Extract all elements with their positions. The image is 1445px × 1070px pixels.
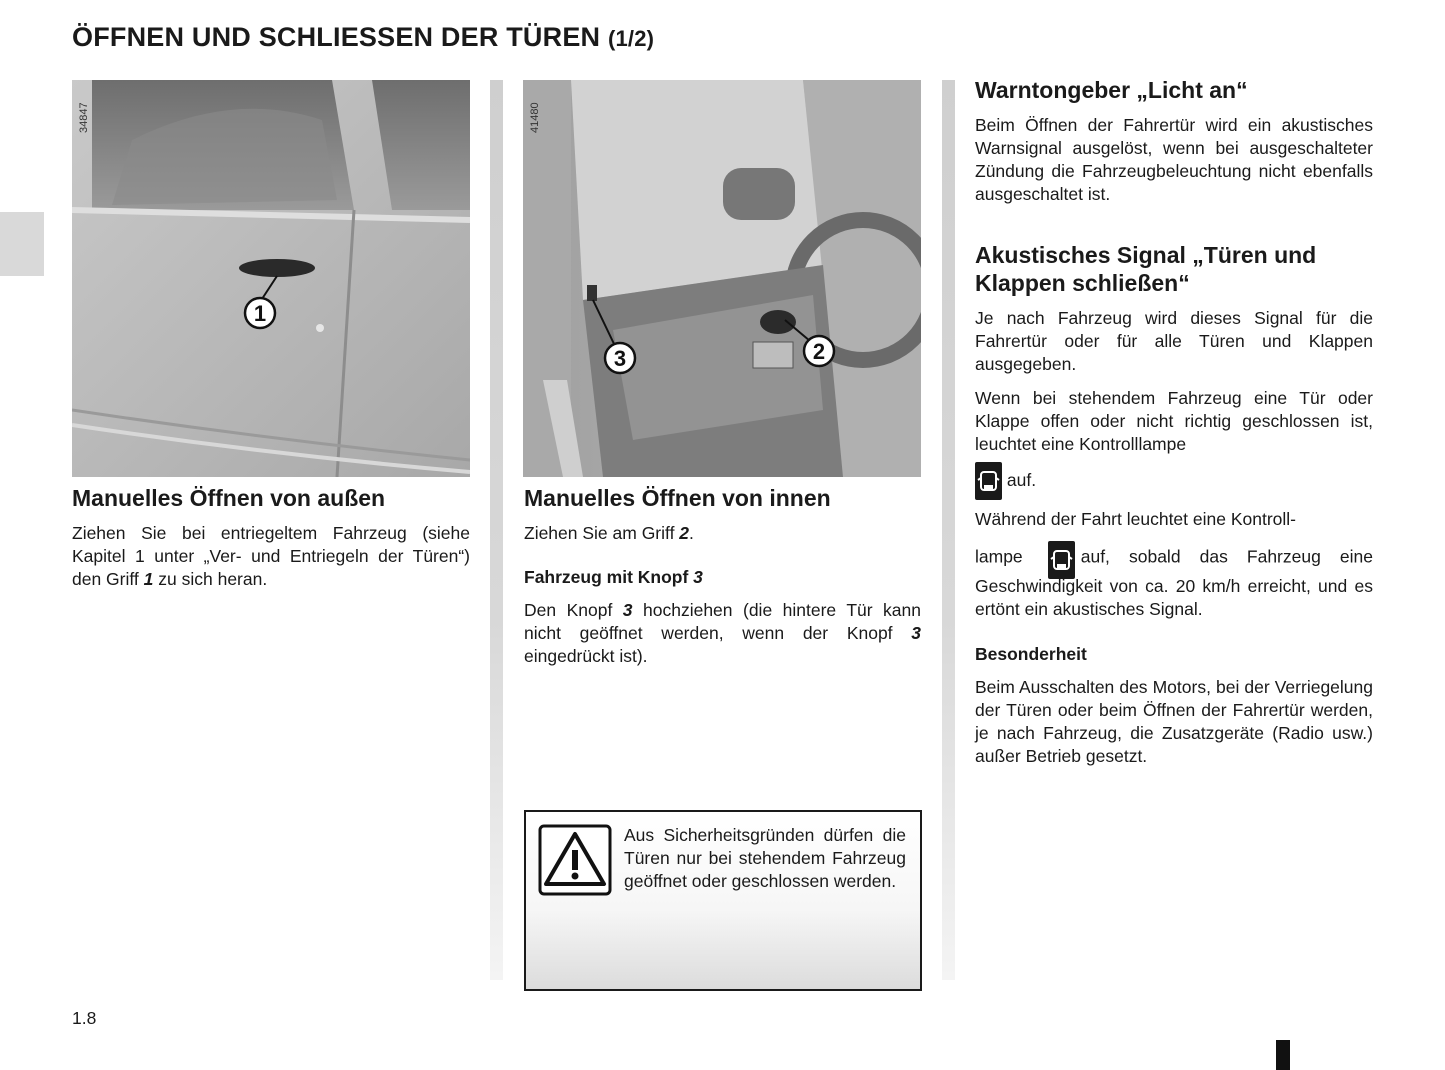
- ref: 3: [911, 623, 921, 643]
- paragraph-special: Beim Ausschalten des Motors, bei der Verriegelung der Türen oder beim Öffnen der Fahrertür werden, je nach Fahrzeug, die Zusatzgeräte (Radio usw.) außer Betrieb gesetzt.: [975, 677, 1373, 767]
- heading-light-warning: Warntongeber „Licht an“: [975, 77, 1248, 103]
- paragraph-knob: [524, 599, 921, 668]
- photo-interior-door: [523, 80, 921, 477]
- text: Ziehen Sie am Griff: [524, 523, 680, 543]
- text: .: [689, 523, 694, 543]
- door-open-lamp-icon: [1048, 541, 1075, 579]
- paragraph-light-warning: Beim Öffnen der Fahrertür wird ein akustisches Warnsignal ausgelöst, wenn bei ausgeschalteter Zündung die Fahrzeugbeleuchtung nicht ebenfalls ausgeschaltet ist.: [975, 115, 1373, 204]
- subheading-special: Besonderheit: [975, 644, 1087, 665]
- callout-3: 3: [613, 346, 627, 371]
- text: eingedrückt ist).: [524, 646, 648, 666]
- paragraph-inside: [524, 522, 921, 545]
- safety-warning-box: [524, 810, 922, 991]
- page-number: 1.8: [72, 1008, 97, 1028]
- image-id-2: 41480: [529, 102, 541, 133]
- heading-door-signal: Akustisches Signal „Türen und Klappen schließen“: [975, 242, 1317, 296]
- text: auf, sobald das Fahrzeug eine Geschwindigkeit von ca. 20 km/h erreicht, und es ertönt ein akustisches Signal.: [975, 547, 1373, 620]
- title-text: ÖFFNEN UND SCHLIESSEN DER TÜREN: [72, 22, 601, 52]
- title-part: (1/2): [607, 26, 655, 51]
- door-open-lamp-icon: [975, 462, 1002, 500]
- text: lampe: [975, 547, 1023, 567]
- ref: 2: [679, 523, 690, 543]
- text: hochziehen (die hintere Tür kann nicht geöffnet werden, wenn der Knopf: [524, 600, 921, 643]
- chapter-tab: [0, 212, 44, 276]
- callout-1: 1: [253, 301, 267, 326]
- text: auf.: [1006, 470, 1037, 490]
- text: Den Knopf: [524, 600, 623, 620]
- text: Während der Fahrt leuchtet eine Kontroll-: [975, 509, 1296, 530]
- paragraph-driving: [975, 508, 1373, 531]
- page-title: [72, 22, 654, 53]
- text: Fahrzeug mit Knopf: [524, 567, 694, 587]
- text: zu sich heran.: [153, 569, 268, 589]
- column-separator: [942, 80, 955, 980]
- ref: 1: [143, 569, 154, 589]
- image-id-1: 34847: [78, 102, 90, 133]
- ref: 3: [622, 600, 633, 620]
- warning-triangle-icon: [538, 824, 612, 896]
- paragraph-outside: [72, 522, 470, 591]
- heading-inside: Manuelles Öffnen von innen: [524, 485, 831, 511]
- ref: 3: [693, 567, 703, 587]
- paragraph-standing-end: [975, 461, 1373, 500]
- text: Ziehen Sie bei entriegeltem Fahrzeug (siehe Kapitel 1 unter „Ver- und Entriegeln der Türen“) den Griff: [72, 523, 470, 589]
- callout-2: 2: [812, 339, 826, 364]
- column-2: [524, 484, 921, 668]
- paragraph-driving-cont: [975, 541, 1373, 621]
- paragraph-door-signal: Je nach Fahrzeug wird dieses Signal für die Fahrertür oder für alle Türen und Klappen ausgegeben.: [975, 308, 1373, 374]
- page-marker: [1276, 1040, 1290, 1070]
- warning-text: Aus Sicherheitsgründen dürfen die Türen nur bei stehendem Fahrzeug geöffnet oder geschlossen werden.: [624, 825, 906, 891]
- subheading-knob: [524, 566, 921, 589]
- column-3: [975, 76, 1373, 768]
- heading-outside: Manuelles Öffnen von außen: [72, 485, 386, 511]
- column-separator: [490, 80, 503, 980]
- photo-exterior-door: [72, 80, 470, 477]
- column-1: [72, 484, 470, 591]
- paragraph-standing: Wenn bei stehendem Fahrzeug eine Tür oder Klappe offen oder nicht richtig geschlossen ist, leuchtet eine Kontrolllampe: [975, 388, 1373, 454]
